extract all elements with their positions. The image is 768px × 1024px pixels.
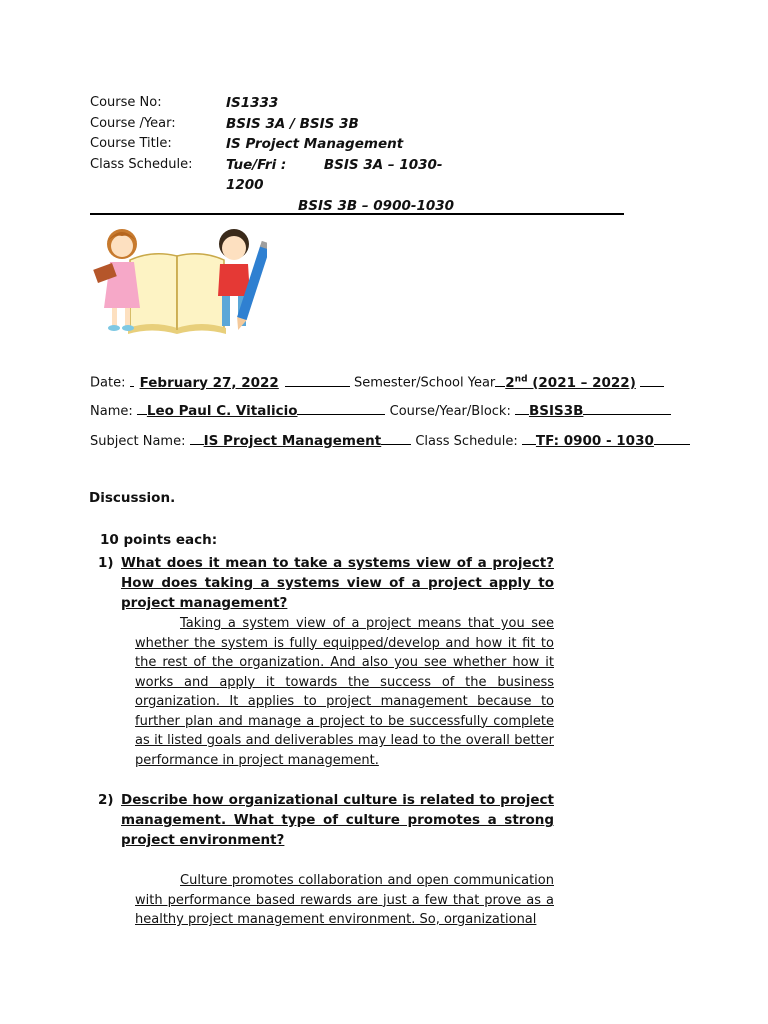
kids-book-illustration	[92, 224, 267, 336]
answer-2: Culture promotes collaboration and open communication with performance based rewards are just a few that prove as a healthy project management environment. So, organizational	[135, 873, 554, 927]
name-row	[90, 400, 671, 422]
boy-with-pencil-icon	[218, 229, 267, 332]
subject-row	[90, 430, 690, 452]
subject-label: Subject Name:	[90, 434, 190, 449]
course-no-label: Course No:	[90, 95, 162, 110]
question-number: 2)	[98, 792, 114, 808]
schedule-value: TF: 0900 - 1030	[535, 433, 654, 449]
block-label: Course/Year/Block:	[385, 404, 515, 419]
schedule-line-2: 1200	[226, 177, 264, 193]
course-year-label: Course /Year:	[90, 116, 176, 131]
points-note: 10 points each:	[100, 532, 218, 548]
open-book-icon	[128, 254, 226, 334]
answer-1: Taking a system view of a project means that you see whether the system is fully equipped/develop and how it fit to the rest of the organization. And also you see whether how it works and apply it towards the success of the business organization. It applies to project management because to further plan and manage a project to be successfully complete as it listed goals and deliverables may lead to the overall better performance in project management.	[135, 616, 554, 768]
course-year-value: BSIS 3A / BSIS 3B	[226, 116, 359, 132]
discussion-heading: Discussion.	[89, 490, 176, 506]
date-label: Date:	[90, 375, 130, 391]
course-no-value: IS1333	[226, 95, 279, 111]
name-value: Leo Paul C. Vitalicio	[146, 403, 298, 419]
question-2	[98, 790, 554, 850]
semester-label: Semester/School Year	[349, 375, 496, 391]
name-label: Name:	[90, 404, 137, 419]
course-title-label: Course Title:	[90, 136, 172, 151]
date-value: February 27, 2022	[139, 374, 279, 391]
schedule-label: Class Schedule:	[411, 434, 522, 449]
header-divider	[90, 213, 624, 215]
block-value: BSIS3B	[528, 403, 584, 419]
course-title-value: IS Project Management	[226, 136, 404, 152]
class-schedule-label: Class Schedule:	[90, 157, 193, 172]
date-row	[90, 369, 664, 394]
subject-value: IS Project Management	[203, 433, 382, 449]
schedule-line-3: BSIS 3B – 0900-1030	[298, 198, 455, 214]
question-number: 1)	[98, 555, 114, 571]
question-text: Describe how organizational culture is related to project management. What type of culture promotes a strong project environment?	[121, 792, 554, 848]
question-text: What does it mean to take a systems view of a project? How does taking a systems view of a project apply to project management?	[121, 555, 554, 611]
schedule-line-1: Tue/Fri : BSIS 3A – 1030-	[226, 157, 443, 173]
question-1	[98, 553, 554, 613]
semester-value: 2nd (2021 – 2022)	[505, 374, 636, 391]
